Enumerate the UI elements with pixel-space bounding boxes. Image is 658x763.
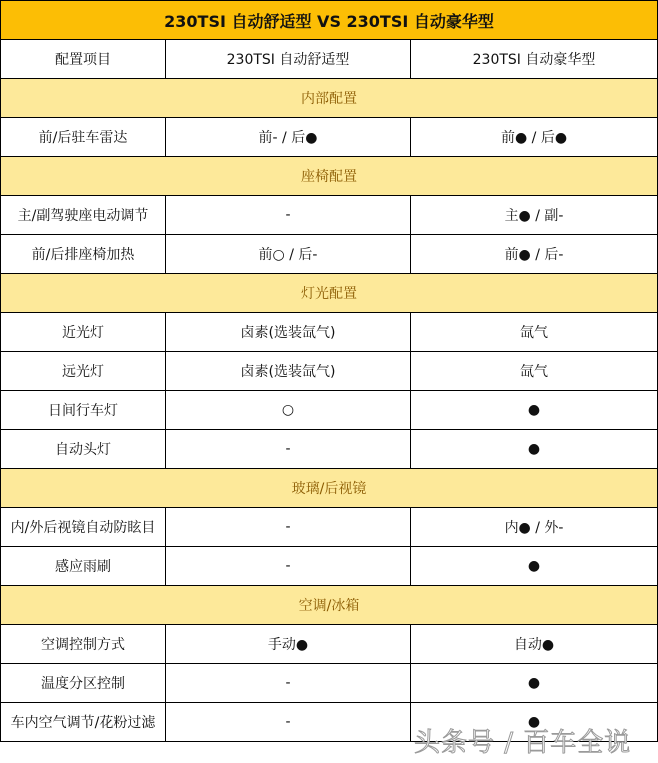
row-luxury: 氙气	[411, 313, 658, 352]
watermark: 头条号 / 百车全说	[414, 728, 632, 758]
row-item: 远光灯	[1, 352, 166, 391]
header-luxury: 230TSI 自动豪华型	[411, 40, 658, 79]
section-header	[1, 469, 658, 508]
row-luxury: 自动●	[411, 625, 658, 664]
row-luxury: ●	[411, 430, 658, 469]
section-title-interior: 内部配置	[1, 79, 658, 118]
row-comfort: 卤素(选装氙气)	[166, 352, 411, 391]
row-comfort: 手动●	[166, 625, 411, 664]
row-item: 日间行车灯	[1, 391, 166, 430]
section-title-climate: 空调/冰箱	[1, 586, 658, 625]
header-item: 配置项目	[1, 40, 166, 79]
row-comfort: ○	[166, 391, 411, 430]
table-row	[1, 547, 658, 586]
table-row	[1, 703, 658, 742]
row-luxury: ●	[411, 703, 658, 742]
table-title: 230TSI 自动舒适型 VS 230TSI 自动豪华型	[1, 1, 658, 40]
row-comfort: -	[166, 547, 411, 586]
row-comfort: -	[166, 664, 411, 703]
row-item: 前/后驻车雷达	[1, 118, 166, 157]
table-row	[1, 391, 658, 430]
row-item: 自动头灯	[1, 430, 166, 469]
section-header	[1, 79, 658, 118]
title-row	[1, 1, 658, 40]
row-item: 主/副驾驶座电动调节	[1, 196, 166, 235]
table-row	[1, 430, 658, 469]
section-header	[1, 586, 658, 625]
header-comfort: 230TSI 自动舒适型	[166, 40, 411, 79]
row-luxury: 前● / 后●	[411, 118, 658, 157]
row-comfort: -	[166, 430, 411, 469]
row-comfort: -	[166, 508, 411, 547]
row-item: 车内空气调节/花粉过滤	[1, 703, 166, 742]
row-luxury: ●	[411, 547, 658, 586]
row-comfort: 卤素(选装氙气)	[166, 313, 411, 352]
row-luxury: ●	[411, 391, 658, 430]
table-row	[1, 196, 658, 235]
section-title-seats: 座椅配置	[1, 157, 658, 196]
row-luxury: 内● / 外-	[411, 508, 658, 547]
row-item: 前/后排座椅加热	[1, 235, 166, 274]
table-row	[1, 508, 658, 547]
row-item: 内/外后视镜自动防眩目	[1, 508, 166, 547]
row-luxury: 主● / 副-	[411, 196, 658, 235]
section-title-lights: 灯光配置	[1, 274, 658, 313]
section-header	[1, 274, 658, 313]
row-luxury: 氙气	[411, 352, 658, 391]
table-row	[1, 625, 658, 664]
table-row	[1, 235, 658, 274]
table-row	[1, 313, 658, 352]
row-comfort: 前○ / 后-	[166, 235, 411, 274]
row-comfort: -	[166, 196, 411, 235]
row-item: 空调控制方式	[1, 625, 166, 664]
row-comfort: 前- / 后●	[166, 118, 411, 157]
table-row	[1, 352, 658, 391]
section-header	[1, 157, 658, 196]
row-comfort: -	[166, 703, 411, 742]
row-luxury: ●	[411, 664, 658, 703]
row-item: 温度分区控制	[1, 664, 166, 703]
table-row	[1, 664, 658, 703]
row-item: 感应雨刷	[1, 547, 166, 586]
row-item: 近光灯	[1, 313, 166, 352]
table-row	[1, 118, 658, 157]
row-luxury: 前● / 后-	[411, 235, 658, 274]
section-title-glass-mirrors: 玻璃/后视镜	[1, 469, 658, 508]
header-row	[1, 40, 658, 79]
